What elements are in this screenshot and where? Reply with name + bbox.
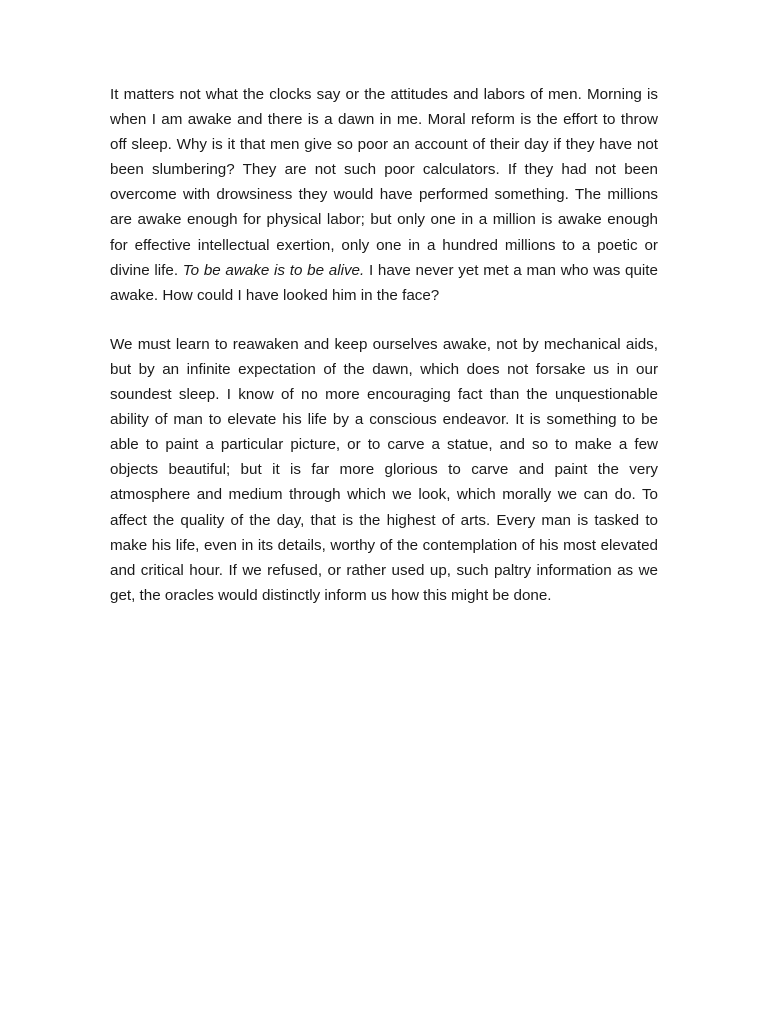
paragraph-1-text-end: I have never yet met a man who was quite awake. How could I have looked him in the face? bbox=[110, 261, 658, 304]
paragraph-2-text: We must learn to reawaken and keep ourselves awake, not by mechanical aids, but by an infinite expectation of the dawn, which does not forsake us in our soundest sleep. I know of no more encouraging fact than the unquestionable ability of man to elevate his life by a conscious endeavor. It is something to be able to paint a particular picture, or to carve a statue, and so to make a few objects beautiful; but it is far more glorious to carve and paint the very atmosphere and medium through which we look, which morally we can do. To affect the quality of the day, that is the highest of arts. Every man is tasked to make his life, even in its details, worthy of the contemplation of his most elevated and critical hour. If we refused, or rather used up, such paltry information as we get, the oracles would distinctly inform us how this might be done. bbox=[110, 335, 658, 604]
paragraph-1-text-start: It matters not what the clocks say or the attitudes and labors of men. Morning is when I am awake and there is a dawn in me. Moral reform is the effort to throw off sleep. Why is it that men give so poor an account of their day if they have not been slumbering? They are not such poor calculators. If they had not been overcome with drowsiness they would have performed something. The millions are awake enough for physical labor; but only one in a million is awake enough for effective intellectual exertion, only one in a hundred millions to a poetic or divine life. bbox=[110, 86, 658, 279]
paragraph-1 bbox=[110, 82, 658, 308]
italic-quote: To be awake is to be alive. bbox=[182, 261, 365, 279]
document-body bbox=[110, 82, 658, 632]
paragraph-2 bbox=[110, 332, 658, 608]
